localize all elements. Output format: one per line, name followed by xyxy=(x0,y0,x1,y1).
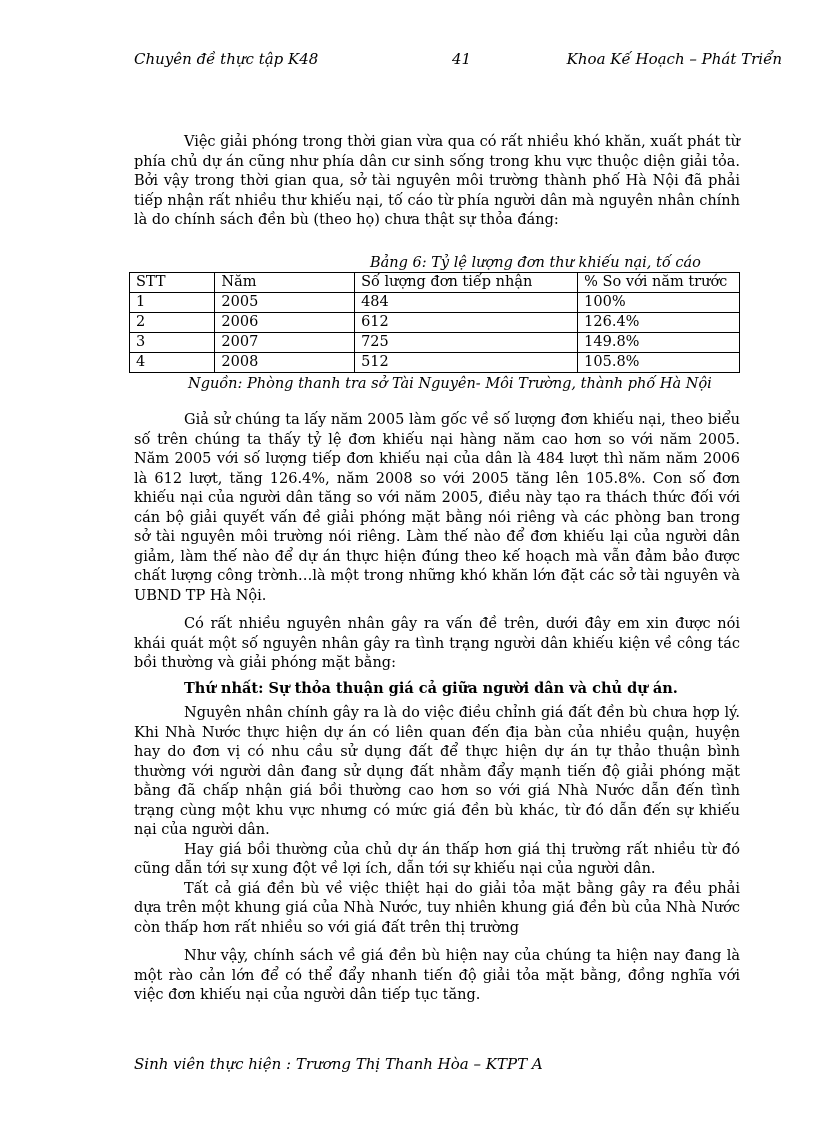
intro-paragraph: Việc giải phóng trong thời gian vừa qua có rất nhiều khó khăn, xuất phát từ phía chủ dự án cũng như phía dân cư sinh sống trong khu vực thuộc diện giải tỏa. Bởi vậy trong thời gian qua, sở tài nguyên môi trường thành phố Hà Nội đã phải tiếp nhận rất nhiều thư khiếu nại, tố cáo từ phía người dân mà nguyên nhân chính là do chính sách đền bù (theo họ) chưa thật sự thỏa đáng: xyxy=(134,134,740,228)
section-heading: Thứ nhất: Sự thỏa thuận giá cả giữa người dân và chủ dự án. xyxy=(184,679,678,697)
table-header-cell: STT xyxy=(130,273,215,293)
table-cell: 725 xyxy=(355,333,578,353)
table-cell: 2007 xyxy=(215,333,355,353)
table-cell: 2008 xyxy=(215,353,355,373)
table-row xyxy=(130,353,740,373)
table-source-note: Nguồn: Phòng thanh tra sở Tài Nguyên- Môi Trường, thành phố Hà Nội xyxy=(188,376,712,392)
page-number: 41 xyxy=(452,50,472,68)
table-cell: 1 xyxy=(130,293,215,313)
table-cell: 2 xyxy=(130,313,215,333)
table-header-cell: Số lượng đơn tiếp nhận xyxy=(355,273,578,293)
table-cell: 149.8% xyxy=(578,333,740,353)
page-header xyxy=(134,50,782,70)
table-row xyxy=(130,333,740,353)
table-cell: 4 xyxy=(130,353,215,373)
table-row xyxy=(130,313,740,333)
header-right-text: Khoa Kế Hoạch – Phát Triển xyxy=(566,50,782,68)
table-cell: 2005 xyxy=(215,293,355,313)
header-left-text: Chuyên đề thực tập K48 xyxy=(134,50,319,68)
body-paragraph: Như vậy, chính sách về giá đền bù hiện nay của chúng ta hiện nay đang là một rào cản lớn để có thể đẩy nhanh tiến độ giải tỏa mặt bằng, đồng nghĩa với việc đơn khiếu nại của người dân tiếp tục tăng. xyxy=(134,948,740,1003)
body-paragraph: Có rất nhiều nguyên nhân gây ra vấn đề trên, dưới đây em xin được nói khái quát một số nguyên nhân gây ra tình trạng người dân khiếu kiện về công tác bồi thường và giải phóng mặt bằng: xyxy=(134,616,740,671)
body-paragraph: Nguyên nhân chính gây ra là do việc điều chỉnh giá đất đền bù chưa hợp lý. Khi Nhà Nước thực hiện dự án có liên quan đến địa bàn của nhiều quận, huyện hay do đơn vị có nhu cầu sử dụng đất để thực hiện dự án tự thảo thuận bình thường với người dân đang sử dụng đất nhằm đẩy mạnh tiến độ giải phóng mặt bằng đã chấp nhận giá bồi thường cao hơn so với giá Nhà Nước dẫn đến tình trạng cùng một khu vực nhưng có mức giá đền bù khác, từ đó dẫn đến sự khiếu nại của người dân. xyxy=(134,705,740,838)
main-body xyxy=(134,411,740,1006)
table-row xyxy=(130,293,740,313)
table-cell: 612 xyxy=(355,313,578,333)
table-cell: 484 xyxy=(355,293,578,313)
table-cell: 2006 xyxy=(215,313,355,333)
body-paragraph: Giả sử chúng ta lấy năm 2005 làm gốc về số lượng đơn khiếu nại, theo biểu số trên chúng ta thấy tỷ lệ đơn khiếu nại hàng năm cao hơn so với năm 2005. Năm 2005 với số lượng tiếp đơn khiếu nại của dân là 484 lượt thì năm năm 2006 là 612 lượt, tăng 126.4%, năm 2008 so với 2005 tăng lên 105.8%. Con số đơn khiếu nại của người dân tăng so với năm 2005, điều này tạo ra thách thức đối với cán bộ giải quyết vấn đề giải phóng mặt bằng nói riêng và các phòng ban trong sở tài nguyên môi trường nói riêng. Làm thế nào để đơn khiếu lại của người dân giảm, làm thế nào để dự án thực hiện đúng theo kế hoạch mà vẫn đảm bảo được chất lượng công trờnh…là một trong những khó khăn lớn đặt các sở tài nguyên và UBND TP Hà Nội. xyxy=(134,412,740,604)
table-caption: Bảng 6: Tỷ lệ lượng đơn thư khiếu nại, tố cáo xyxy=(370,255,701,271)
body-paragraph: Tất cả giá đền bù về việc thiệt hại do giải tỏa mặt bằng gây ra đều phải dựa trên một khung giá của Nhà Nước, tuy nhiên khung giá đền bù của Nhà Nước còn thấp hơn rất nhiều so với giá đất trên thị trường xyxy=(134,880,740,936)
table-cell: 3 xyxy=(130,333,215,353)
table-cell: 100% xyxy=(578,293,740,313)
complaints-table xyxy=(129,272,740,373)
body-paragraph: Hay giá bồi thường của chủ dự án thấp hơn giá thị trường rất nhiều từ đó cũng dẫn tới sự xung đột về lợi ích, dẫn tới sự khiếu nại của người dân. xyxy=(134,841,740,877)
table-header-row xyxy=(130,273,740,293)
table-cell: 126.4% xyxy=(578,313,740,333)
table-cell: 105.8% xyxy=(578,353,740,373)
table-header-cell: Năm xyxy=(215,273,355,293)
page-footer: Sinh viên thực hiện : Trương Thị Thanh Hòa – KTPT A xyxy=(134,1055,543,1073)
table-cell: 512 xyxy=(355,353,578,373)
table-header-cell: % So với năm trước xyxy=(578,273,740,293)
